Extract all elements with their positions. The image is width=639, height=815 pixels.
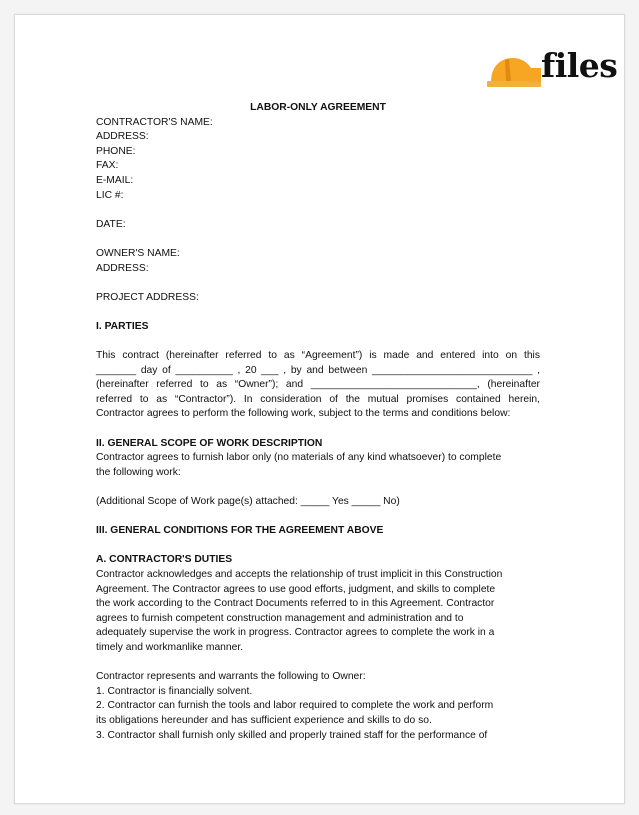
logo-text: files: [541, 46, 618, 85]
contractor-fax-label: FAX:: [96, 160, 119, 172]
warrants-list: [96, 685, 540, 743]
contractor-license-label: LIC #:: [96, 189, 124, 201]
parties-line: (hereinafter referred to as “Owner”); and _____________________________, (hereinafter: [96, 379, 540, 391]
project-address-label: PROJECT ADDRESS:: [96, 291, 199, 303]
warrant-item: its obligations hereunder and has sufficient experience and skills to do so.: [96, 714, 432, 726]
hard-hat-icon: [487, 54, 541, 88]
date-label: DATE:: [96, 218, 126, 230]
scope-line: the following work:: [96, 466, 181, 478]
warrant-item: 1. Contractor is financially solvent.: [96, 685, 253, 697]
contractor-name-label: CONTRACTOR'S NAME:: [96, 116, 213, 128]
scope-heading: II. GENERAL SCOPE OF WORK DESCRIPTION: [96, 437, 323, 449]
duties-line: Contractor acknowledges and accepts the relationship of trust implicit in this Construction: [96, 569, 503, 580]
duties-line: timely and workmanlike manner.: [96, 641, 244, 653]
general-conditions-heading: III. GENERAL CONDITIONS FOR THE AGREEMENT ABOVE: [96, 525, 384, 537]
agreement-body: [96, 101, 540, 743]
contractor-email-label: E-MAIL:: [96, 174, 134, 186]
contractor-phone-label: PHONE:: [96, 145, 136, 157]
warrants-intro: Contractor represents and warrants the following to Owner:: [96, 671, 366, 683]
parties-line: This contract (hereinafter referred to as “Agreement”) is made and entered into on this: [96, 350, 540, 362]
scope-line: Contractor agrees to furnish labor only (no materials of any kind whatsoever) to complete: [96, 452, 502, 464]
duties-line: Agreement. The Contractor agrees to use good efforts, judgment, and skills to complete: [96, 583, 496, 595]
contractor-info-block: [96, 116, 540, 204]
warrant-item: 3. Contractor shall furnish only skilled and properly trained staff for the performance of: [96, 729, 488, 741]
contractor-address-label: ADDRESS:: [96, 131, 149, 143]
document-page: [14, 14, 625, 804]
duties-line: agrees to furnish competent construction management and administration and to: [96, 612, 464, 624]
owner-info-block: [96, 247, 540, 276]
additional-scope-line: (Additional Scope of Work page(s) attached: _____ Yes _____ No): [96, 496, 400, 508]
owner-name-label: OWNER'S NAME:: [96, 247, 180, 259]
parties-heading: I. PARTIES: [96, 320, 149, 332]
duties-line: adequately supervise the work in progress. Contractor agrees to complete the work in a: [96, 627, 495, 639]
duties-line: the work according to the Contract Documents referred to in this Agreement. Contractor: [96, 598, 495, 610]
warrant-item: 2. Contractor can furnish the tools and labor required to complete the work and perform: [96, 700, 494, 712]
document-title: LABOR-ONLY AGREEMENT: [250, 102, 386, 113]
parties-line: Contractor agrees to perform the following work, subject to the terms and conditions below:: [96, 408, 511, 420]
parties-paragraph: [96, 349, 540, 422]
duties-paragraph: [96, 568, 540, 656]
parties-line: _______ day of __________ , 20 ___ , by and between ____________________________ ,: [96, 364, 540, 376]
parties-line: referred to as “Contractor”). In consideration of the mutual promises contained herein,: [96, 393, 540, 405]
files-logo: [487, 46, 627, 90]
owner-address-label: ADDRESS:: [96, 262, 149, 274]
contractor-duties-heading: A. CONTRACTOR'S DUTIES: [96, 554, 233, 566]
